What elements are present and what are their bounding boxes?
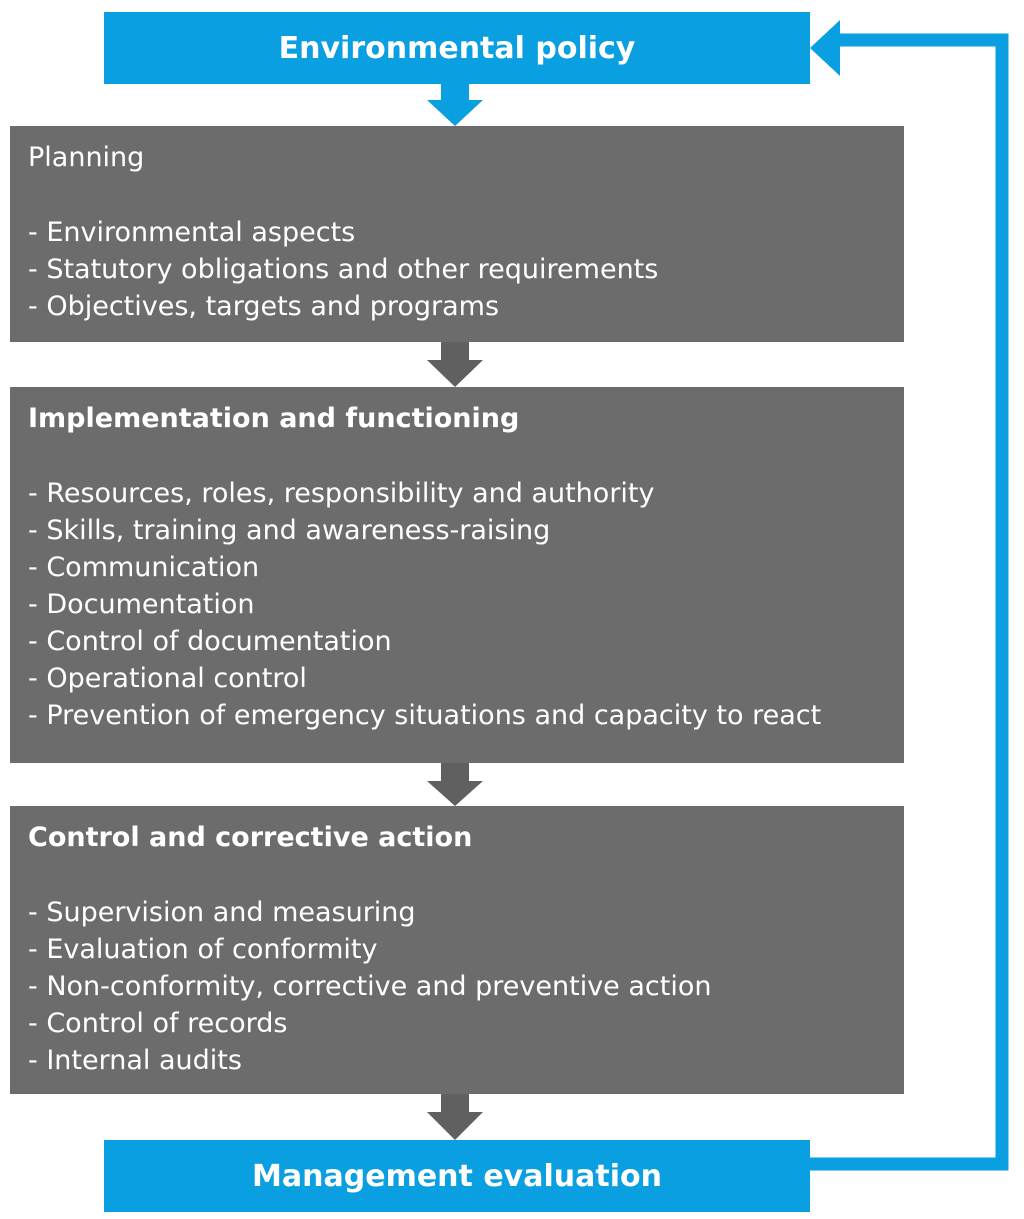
management-evaluation-box	[104, 1140, 810, 1212]
planning-item: - Objectives, targets and programs	[28, 291, 500, 322]
planning-box	[10, 126, 904, 342]
planning-item: - Statutory obligations and other requirements	[28, 254, 659, 285]
control-list	[28, 894, 904, 1079]
environmental-policy-label: Environmental policy	[278, 30, 636, 66]
implementation-item: - Operational control	[28, 663, 307, 694]
planning-item: - Environmental aspects	[28, 217, 356, 248]
environmental-policy-box	[104, 12, 810, 84]
feedback-arrowhead-icon	[810, 20, 840, 76]
control-box	[10, 806, 904, 1094]
implementation-item: - Documentation	[28, 589, 255, 620]
down-arrow-control-icon	[427, 1094, 483, 1140]
implementation-item: - Control of documentation	[28, 626, 392, 657]
implementation-list	[28, 475, 904, 734]
implementation-item: - Communication	[28, 552, 260, 583]
control-item: - Control of records	[28, 1008, 288, 1039]
down-arrow-policy-icon	[427, 84, 483, 126]
implementation-title: Implementation and functioning	[28, 403, 520, 434]
implementation-box	[10, 387, 904, 763]
down-arrow-implementation-icon	[427, 763, 483, 806]
control-item: - Internal audits	[28, 1045, 242, 1076]
implementation-item: - Prevention of emergency situations and capacity to react	[28, 700, 822, 731]
down-arrow-planning-icon	[427, 342, 483, 387]
control-item: - Supervision and measuring	[28, 897, 416, 928]
planning-list	[28, 214, 904, 325]
management-evaluation-label: Management evaluation	[252, 1158, 662, 1194]
implementation-item: - Resources, roles, responsibility and authority	[28, 478, 655, 509]
control-item: - Non-conformity, corrective and preventive action	[28, 971, 712, 1002]
control-title: Control and corrective action	[28, 822, 473, 853]
implementation-item: - Skills, training and awareness-raising	[28, 515, 551, 546]
planning-title: Planning	[28, 142, 145, 173]
control-item: - Evaluation of conformity	[28, 934, 378, 965]
